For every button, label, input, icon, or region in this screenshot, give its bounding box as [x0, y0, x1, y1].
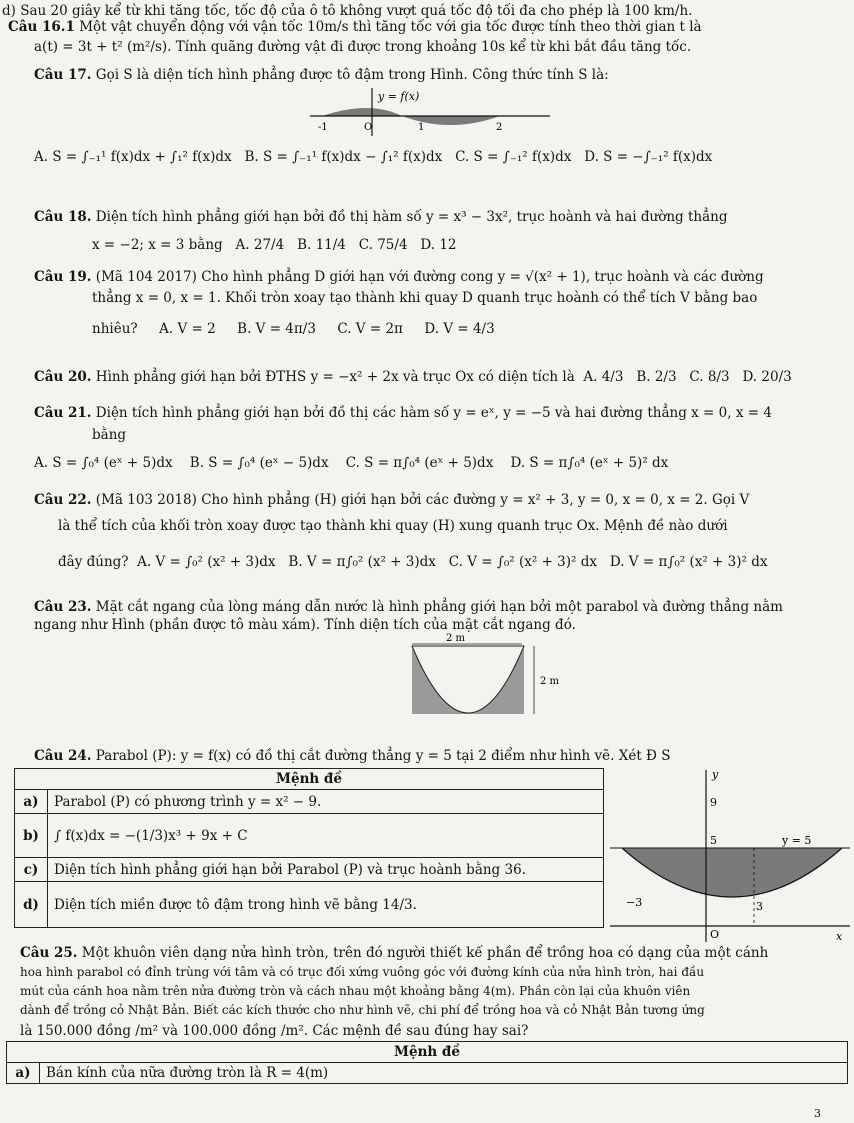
q24-text: Parabol (P): y = f(x) có đồ thị cắt đường thẳng y = 5 tại 2 điểm như hình vẽ. Xét Đ S: [95, 748, 671, 764]
q21-line1: [34, 406, 772, 422]
q21-option-c[interactable]: C. S = π∫₀⁴ (eˣ + 5)dx: [345, 455, 494, 471]
q18-option-c[interactable]: C. 75/4: [358, 237, 408, 253]
q20-line: [34, 370, 792, 386]
q19-option-a[interactable]: A. V = 2: [159, 321, 216, 337]
q17-tick-1: 1: [418, 122, 425, 133]
q17-line: [34, 68, 609, 84]
q20-label: Câu 20.: [34, 369, 92, 385]
q20-option-b[interactable]: B. 2/3: [636, 369, 677, 385]
q22-line3: [58, 555, 767, 571]
q17-option-c[interactable]: C. S = ∫₋₁² f(x)dx: [455, 149, 572, 165]
q20-text: Hình phẳng giới hạn bởi ĐTHS y = −x² + 2x và trục Ox có diện tích là: [95, 369, 575, 385]
q25-line3: mút của cánh hoa nằm trên nửa đường tròn và cách nhau một khoảng bằng 4(m). Phần còn lại của khuôn viên: [20, 984, 691, 998]
q25-line2: hoa hình parabol có đỉnh trùng với tâm và có trục đối xứng vuông góc với đường kính của nửa hình tròn, hai đầu: [20, 965, 705, 979]
q21-option-d[interactable]: D. S = π∫₀⁴ (eˣ + 5)² dx: [510, 455, 669, 471]
q21-option-a[interactable]: A. S = ∫₀⁴ (eˣ + 5)dx: [34, 455, 173, 471]
q25-line1: [20, 946, 768, 962]
q24-row-c-key: c): [15, 858, 48, 882]
q20-option-c[interactable]: C. 8/3: [689, 369, 730, 385]
q24-label: Câu 24.: [34, 748, 92, 764]
q18-label: Câu 18.: [34, 209, 92, 225]
q24-origin-label: O: [710, 928, 720, 941]
q24-row-c-text[interactable]: Diện tích hình phẳng giới hạn bởi Parabol (P) và trục hoành bằng 36.: [48, 858, 604, 882]
q19-line1: [34, 270, 764, 286]
q19-line3: [92, 322, 495, 338]
page-number: 3: [814, 1107, 821, 1120]
q20-option-a[interactable]: A. 4/3: [583, 369, 624, 385]
q19-option-c[interactable]: C. V = 2π: [337, 321, 403, 337]
q22-option-a[interactable]: A. V = ∫₀² (x² + 3)dx: [137, 554, 276, 570]
q17-tick-o: O: [364, 122, 373, 133]
q17-option-a[interactable]: A. S = ∫₋₁¹ f(x)dx + ∫₁² f(x)dx: [34, 149, 232, 165]
q21-options: [34, 456, 668, 472]
q16-label: Câu 16.1: [8, 19, 75, 35]
q24-table: [14, 768, 604, 928]
q24-line: [34, 749, 670, 765]
q24-row-b-key: b): [15, 814, 48, 858]
q21-label: Câu 21.: [34, 405, 92, 421]
q22-text1: (Mã 103 2018) Cho hình phẳng (H) giới hạn bởi các đường y = x² + 3, y = 0, x = 0, x = 2. Gọi V: [95, 492, 750, 508]
q18-option-a[interactable]: A. 27/4: [235, 237, 285, 253]
q24-row-a-text[interactable]: Parabol (P) có phương trình y = x² − 9.: [48, 790, 604, 814]
q20-option-d[interactable]: D. 20/3: [742, 369, 792, 385]
q24-top-label: 9: [710, 796, 717, 809]
q17-label: Câu 17.: [34, 67, 92, 83]
q17-option-b[interactable]: B. S = ∫₋₁¹ f(x)dx − ∫₁² f(x)dx: [244, 149, 443, 165]
q25-table: [6, 1041, 848, 1084]
q19-option-d[interactable]: D. V = 4/3: [424, 321, 495, 337]
q24-row-b-text[interactable]: ∫ f(x)dx = −(1/3)x³ + 9x + C: [48, 814, 604, 858]
q18-option-b[interactable]: B. 11/4: [297, 237, 346, 253]
q17-tick-m1: -1: [318, 122, 328, 133]
q18-line2: [92, 238, 457, 254]
q22-label: Câu 22.: [34, 492, 92, 508]
q19-text1: (Mã 104 2017) Cho hình phẳng D giới hạn với đường cong y = √(x² + 1), trục hoành và các đường: [95, 269, 764, 285]
q18-text2: x = −2; x = 3 bằng: [92, 237, 223, 253]
q21-line2: bằng: [92, 427, 127, 443]
q24-table-header: Mệnh đề: [15, 769, 604, 790]
q16-line2: a(t) = 3t + t² (m²/s). Tính quãng đường vật đi được trong khoảng 10s kể từ khi bắt đầu tăng tốc.: [34, 39, 692, 55]
q24-row-d-key: d): [15, 882, 48, 928]
q21-text1: Diện tích hình phẳng giới hạn bởi đồ thị các hàm số y = eˣ, y = −5 và hai đường thẳng x = 0, x = 4: [95, 405, 772, 421]
q25-label: Câu 25.: [20, 945, 78, 961]
q23-figure: [410, 630, 610, 720]
q22-text3: đây đúng?: [58, 554, 129, 570]
q22-option-c[interactable]: C. V = ∫₀² (x² + 3)² dx: [448, 554, 597, 570]
q24-left-label: −3: [626, 896, 643, 909]
q24-row-a-key: a): [15, 790, 48, 814]
q23-line2: ngang như Hình (phần được tô màu xám). Tính diện tích của mặt cắt ngang đó.: [34, 617, 576, 633]
q24-x-label: x: [836, 930, 843, 943]
q18-option-d[interactable]: D. 12: [420, 237, 457, 253]
q16-line1: [8, 20, 702, 36]
q23-text1: Mặt cắt ngang của lòng máng dẫn nước là hình phẳng giới hạn bởi một parabol và đường thẳng nằm: [95, 599, 783, 615]
q25-text1: Một khuôn viên dạng nửa hình tròn, trên đó người thiết kế phần để trồng hoa có dạng của một cánh: [81, 945, 769, 961]
q17-tick-2: 2: [496, 122, 503, 133]
q25-line5: là 150.000 đồng /m² và 100.000 đồng /m². Các mệnh đề sau đúng hay sai?: [20, 1023, 529, 1039]
q17-options: [34, 150, 712, 166]
q17-text: Gọi S là diện tích hình phẳng được tô đậm trong Hình. Công thức tính S là:: [95, 67, 609, 83]
q24-line-label: y = 5: [782, 834, 812, 847]
q17-option-d[interactable]: D. S = −∫₋₁² f(x)dx: [584, 149, 713, 165]
q19-line2: thẳng x = 0, x = 1. Khối tròn xoay tạo thành khi quay D quanh trục hoành có thể tích V bằng bao: [92, 290, 758, 306]
q17-graph: [300, 86, 560, 138]
q24-y-label: y: [712, 768, 719, 781]
q21-option-b[interactable]: B. S = ∫₀⁴ (eˣ − 5)dx: [189, 455, 329, 471]
q25-row-a-key: a): [7, 1063, 40, 1084]
q19-option-b[interactable]: B. V = 4π/3: [237, 321, 316, 337]
q25-line4: dành để trồng cỏ Nhật Bản. Biết các kích thước cho như hình vẽ, chi phí để trồng hoa và cỏ Nhật Bản tương ứng: [20, 1003, 705, 1017]
top-line: d) Sau 20 giây kể từ khi tăng tốc, tốc độ của ô tô không vượt quá tốc độ tối đa cho phép là 100 km/h.: [2, 3, 693, 19]
q19-text3: nhiêu?: [92, 321, 138, 337]
q24-row-d-text[interactable]: Diện tích miền được tô đậm trong hình vẽ bằng 14/3.: [48, 882, 604, 928]
q23-line1: [34, 600, 783, 616]
q24-right-label: 3: [756, 900, 763, 913]
q23-width-label: 2 m: [446, 633, 466, 644]
q18-line1: [34, 210, 727, 226]
q22-option-b[interactable]: B. V = π∫₀² (x² + 3)dx: [288, 554, 436, 570]
q18-text1: Diện tích hình phẳng giới hạn bởi đồ thị hàm số y = x³ − 3x², trục hoành và hai đường thẳng: [95, 209, 728, 225]
q16-text1: Một vật chuyển động với vận tốc 10m/s thì tăng tốc với gia tốc được tính theo thời gian t là: [79, 19, 702, 35]
q22-line2: là thể tích của khối tròn xoay được tạo thành khi quay (H) xung quanh trục Ox. Mệnh đề nào dưới: [58, 518, 728, 534]
q23-height-label: 2 m: [540, 676, 560, 687]
q25-row-a-text[interactable]: Bán kính của nữa đường tròn là R = 4(m): [40, 1063, 848, 1084]
q22-line1: [34, 493, 749, 509]
q24-five-label: 5: [710, 834, 717, 847]
q25-table-header: Mệnh đề: [7, 1042, 848, 1063]
q19-label: Câu 19.: [34, 269, 92, 285]
q17-graph-label: y = f(x): [378, 90, 420, 103]
q22-option-d[interactable]: D. V = π∫₀² (x² + 3)² dx: [609, 554, 768, 570]
q23-label: Câu 23.: [34, 599, 92, 615]
q24-graph: [606, 766, 852, 944]
